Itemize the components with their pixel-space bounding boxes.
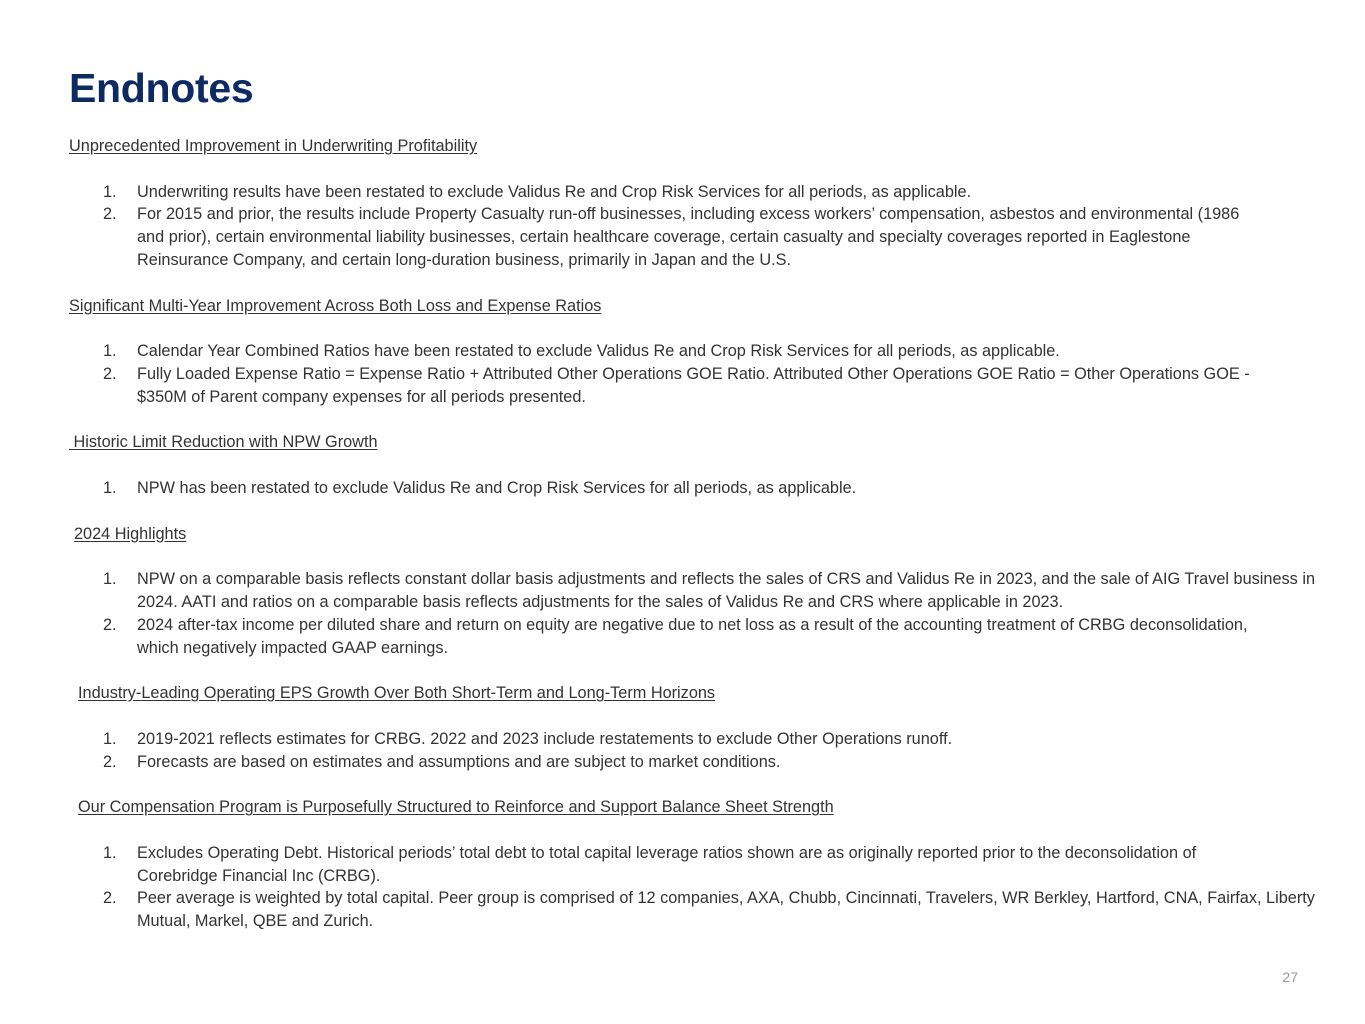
note-number: 2.: [103, 205, 117, 224]
section-heading: Significant Multi-Year Improvement Across Both Loss and Expense Ratios: [69, 296, 602, 315]
note-number: 1.: [103, 478, 117, 497]
note-list: [69, 842, 1334, 933]
note-number: 1.: [103, 843, 117, 862]
note-text: Peer average is weighted by total capital. Peer group is comprised of 12 companies, AXA, Chubb, Cincinnati, Travelers, WR Berkley, Hartford, CNA, Fairfax, Liberty Mutual, Markel, QBE and Zurich.: [137, 889, 1315, 931]
endnote-section: [69, 295, 1334, 409]
list-item: [69, 181, 1334, 204]
section-heading: Our Compensation Program is Purposefully Structured to Reinforce and Support Balance Sheet Strength: [78, 798, 834, 817]
note-text: 2024 after-tax income per diluted share and return on equity are negative due to net loss as a result of the accounting treatment of CRBG deconsolidation, which negatively impacted GAAP earnings.: [137, 615, 1248, 657]
note-number: 1.: [103, 729, 117, 748]
section-heading: Industry-Leading Operating EPS Growth Over Both Short-Term and Long-Term Horizons: [78, 684, 716, 703]
note-text: Fully Loaded Expense Ratio = Expense Ratio + Attributed Other Operations GOE Ratio. Attributed Other Operations GOE Ratio = Other Operations GOE - $350M of Parent company expenses for all periods presented.: [137, 364, 1250, 406]
note-number: 1.: [103, 570, 117, 589]
note-text: 2019-2021 reflects estimates for CRBG. 2022 and 2023 include restatements to exclude Other Operations runoff.: [137, 729, 953, 748]
section-heading: Unprecedented Improvement in Underwriting Profitability: [69, 137, 478, 155]
endnote-section: [69, 796, 1334, 933]
list-item: [69, 614, 1334, 660]
note-text: Excludes Operating Debt. Historical periods’ total debt to total capital leverage ratios shown are as originally reported prior to the deconsolidation of Corebridge Financial Inc (CRBG).: [137, 843, 1197, 885]
section-heading: Historic Limit Reduction with NPW Growth: [69, 433, 378, 452]
endnote-section: [69, 135, 1334, 272]
list-item: [69, 728, 1334, 751]
list-item: [69, 842, 1334, 888]
endnote-section: [69, 682, 1334, 773]
page-title: Endnotes: [69, 65, 254, 111]
list-item: [69, 363, 1334, 409]
note-text: For 2015 and prior, the results include Property Casualty run-off businesses, including excess workers’ compensation, asbestos and environmental (1986 and prior), certain environmental liability businesses, certain healthcare coverage, certain casualty and specialty coverages reported in Eaglestone Reinsurance Company, and certain long-duration business, primarily in Japan and the U.S.: [137, 205, 1240, 269]
note-number: 1.: [103, 342, 117, 361]
list-item: [69, 887, 1334, 933]
list-item: [69, 751, 1334, 774]
note-text: Calendar Year Combined Ratios have been restated to exclude Validus Re and Crop Risk Services for all periods, as applicable.: [137, 342, 1060, 361]
endnote-section: [69, 431, 1334, 499]
note-list: [69, 568, 1334, 659]
note-number: 2.: [103, 752, 117, 771]
endnotes-body: [69, 135, 1334, 933]
note-text: Underwriting results have been restated to exclude Validus Re and Crop Risk Services for all periods, as applicable.: [137, 182, 972, 201]
list-item: [69, 568, 1334, 614]
note-text: NPW has been restated to exclude Validus Re and Crop Risk Services for all periods, as applicable.: [137, 478, 857, 497]
note-text: NPW on a comparable basis reflects constant dollar basis adjustments and reflects the sales of CRS and Validus Re in 2023, and the sale of AIG Travel business in 2024. AATI and ratios on a comparable basis reflects adjustments for the sales of Validus Re and CRS where applicable in 2023.: [137, 570, 1315, 611]
note-list: [69, 340, 1334, 408]
note-number: 1.: [103, 182, 117, 201]
section-heading: 2024 Highlights: [74, 524, 187, 543]
note-list: [69, 477, 1334, 500]
note-number: 2.: [103, 615, 117, 634]
endnote-section: [69, 523, 1334, 660]
page-number: 27: [1282, 969, 1298, 985]
note-list: [69, 181, 1334, 272]
note-number: 2.: [103, 889, 117, 908]
note-text: Forecasts are based on estimates and assumptions and are subject to market conditions.: [137, 752, 781, 771]
note-list: [69, 728, 1334, 774]
list-item: [69, 203, 1334, 271]
list-item: [69, 340, 1334, 363]
list-item: [69, 477, 1334, 500]
note-number: 2.: [103, 364, 117, 383]
